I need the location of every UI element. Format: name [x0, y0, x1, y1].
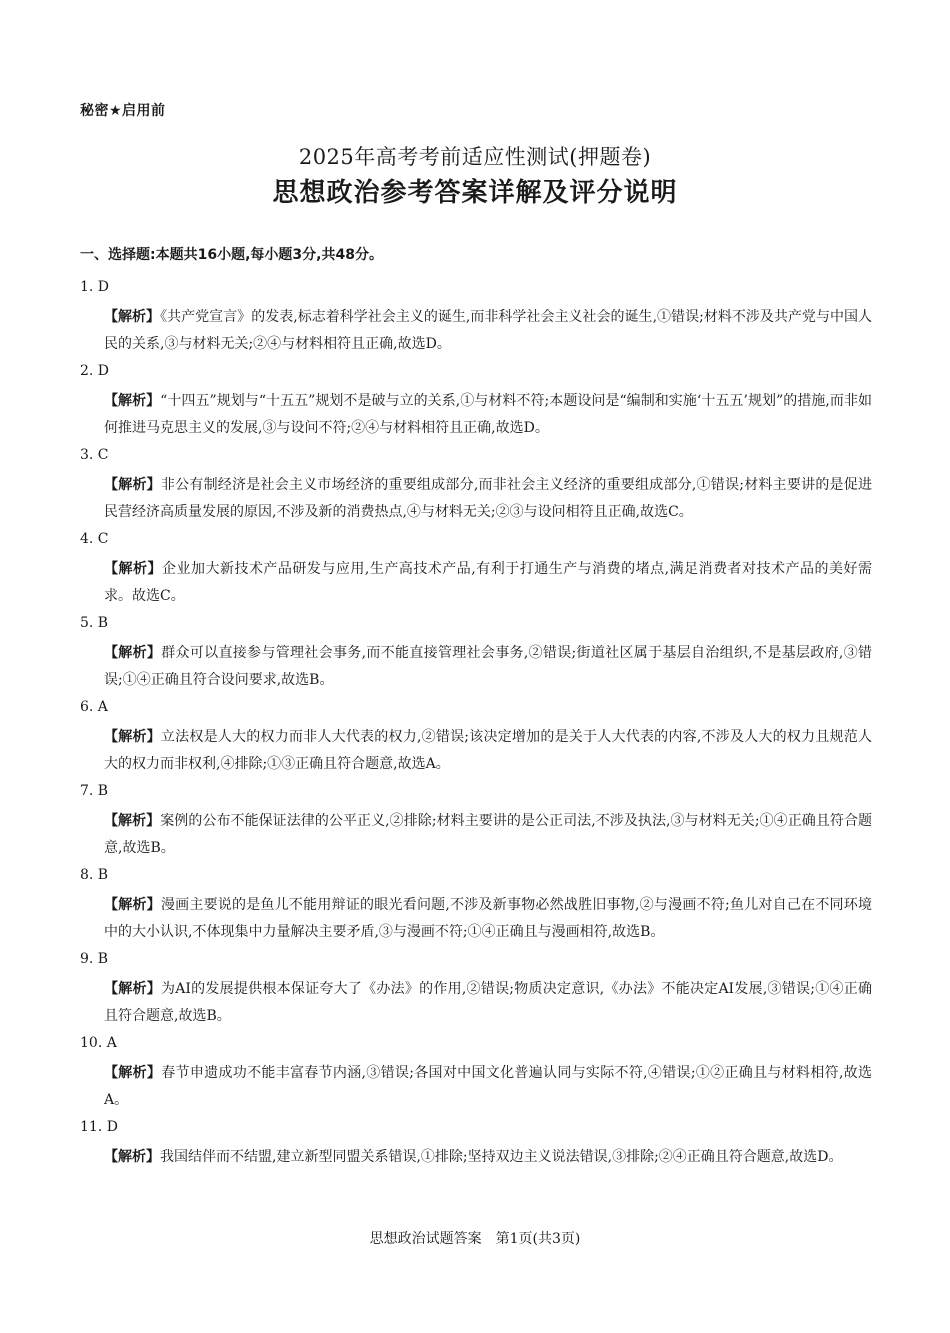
explanation-tag: 【解析】: [104, 981, 161, 997]
question-item: [0, 1115, 950, 1199]
question-item: [0, 611, 950, 695]
explanation-text: 非公有制经济是社会主义市场经济的重要组成部分,而非社会主义经济的重要组成部分,①错误;材料主要讲的是促进民营经济高质量发展的原因,不涉及新的消费热点,④与材料无关;②③与设问相符且正确,故选C。: [104, 477, 872, 520]
question-answer: 7. B: [80, 783, 109, 799]
explanation-tag: 【解析】: [104, 729, 161, 745]
explanation-text: 我国结伴而不结盟,建立新型同盟关系错误,①排除;坚持双边主义说法错误,③排除;②④正确且符合题意,故选D。: [160, 1149, 843, 1165]
explanation-tag: 【解析】: [104, 309, 161, 325]
explanation-tag: 【解析】: [104, 393, 161, 409]
section-heading: 一、选择题:本题共16小题,每小题3分,共48分。: [80, 247, 383, 263]
question-answer: 3. C: [80, 447, 109, 463]
explanation-tag: 【解析】: [104, 1149, 160, 1165]
explanation-text: 春节申遗成功不能丰富春节内涵,③错误;各国对中国文化普遍认同与实际不符,④错误;①②正确且与材料相符,故选A。: [104, 1065, 873, 1108]
question-item: [0, 863, 950, 947]
question-explanation: [104, 472, 872, 526]
question-explanation: [104, 976, 872, 1030]
explanation-text: 《共产党宣言》的发表,标志着科学社会主义的诞生,而非科学社会主义社会的诞生,①错误;材料不涉及共产党与中国人民的关系,③与材料无关;②④与材料相符且正确,故选D。: [104, 309, 872, 352]
explanation-text: 企业加大新技术产品研发与应用,生产高技术产品,有利于打通生产与消费的堵点,满足消费者对技术产品的美好需求。故选C。: [104, 561, 872, 604]
question-answer: 9. B: [80, 951, 109, 967]
explanation-text: 为AI的发展提供根本保证夸大了《办法》的作用,②错误;物质决定意识,《办法》不能决定AI发展,③错误;①④正确且符合题意,故选B。: [104, 981, 872, 1024]
question-explanation: [104, 808, 872, 862]
question-item: [0, 359, 950, 443]
explanation-text: 案例的公布不能保证法律的公平正义,②排除;材料主要讲的是公正司法,不涉及执法,③与材料无关;①④正确且符合题意,故选B。: [104, 813, 873, 856]
question-explanation: [104, 892, 872, 946]
question-explanation: [104, 1060, 872, 1114]
explanation-tag: 【解析】: [104, 813, 161, 829]
explanation-tag: 【解析】: [104, 561, 162, 577]
question-answer: 10. A: [80, 1035, 117, 1051]
question-item: [0, 779, 950, 863]
question-explanation: [104, 388, 872, 442]
question-item: [0, 1031, 950, 1115]
explanation-tag: 【解析】: [104, 1065, 162, 1081]
question-answer: 11. D: [80, 1119, 118, 1135]
question-item: [0, 443, 950, 527]
question-item: [0, 947, 950, 1031]
explanation-tag: 【解析】: [104, 897, 161, 913]
exam-title: 2025年高考考前适应性测试(押题卷): [298, 145, 652, 169]
explanation-text: 立法权是人大的权力而非人大代表的权力,②错误;该决定增加的是关于人大代表的内容,不涉及人大的权力且规范人大的权力而非权利,④排除;①③正确且符合题意,故选A。: [104, 729, 872, 772]
answer-key-title: 思想政治参考答案详解及评分说明: [272, 178, 678, 208]
question-explanation: [104, 1144, 872, 1171]
explanation-tag: 【解析】: [104, 645, 162, 661]
confidential-label: 秘密★启用前: [80, 103, 166, 119]
question-item: [0, 275, 950, 359]
question-answer: 2. D: [80, 363, 110, 379]
question-answer: 5. B: [80, 615, 109, 631]
explanation-text: 漫画主要说的是鱼儿不能用辩证的眼光看问题,不涉及新事物必然战胜旧事物,②与漫画不符;鱼儿对自己在不同环境中的大小认识,不体现集中力量解决主要矛盾,③与漫画不符;①④正确且与漫画相符,故选B。: [104, 897, 872, 940]
explanation-text: 群众可以直接参与管理社会事务,而不能直接管理社会事务,②错误;街道社区属于基层自治组织,不是基层政府,③错误;①④正确且符合设问要求,故选B。: [104, 645, 873, 688]
question-explanation: [104, 640, 872, 694]
question-answer: 6. A: [80, 699, 108, 715]
question-answer: 8. B: [80, 867, 109, 883]
question-list: [0, 275, 950, 1199]
question-answer: 1. D: [80, 279, 110, 295]
page-footer: 思想政治试题答案 第1页(共3页): [369, 1231, 581, 1247]
question-item: [0, 695, 950, 779]
question-explanation: [104, 304, 872, 358]
explanation-tag: 【解析】: [104, 477, 161, 493]
question-explanation: [104, 724, 872, 778]
question-explanation: [104, 556, 872, 610]
explanation-text: “十四五”规划与“十五五”规划不是破与立的关系,①与材料不符;本题设问是“编制和实施‘十五五’规划”的措施,而非如何推进马克思主义的发展,③与设问不符;②④与材料相符且正确,故选D。: [104, 393, 872, 436]
question-item: [0, 527, 950, 611]
question-answer: 4. C: [80, 531, 109, 547]
